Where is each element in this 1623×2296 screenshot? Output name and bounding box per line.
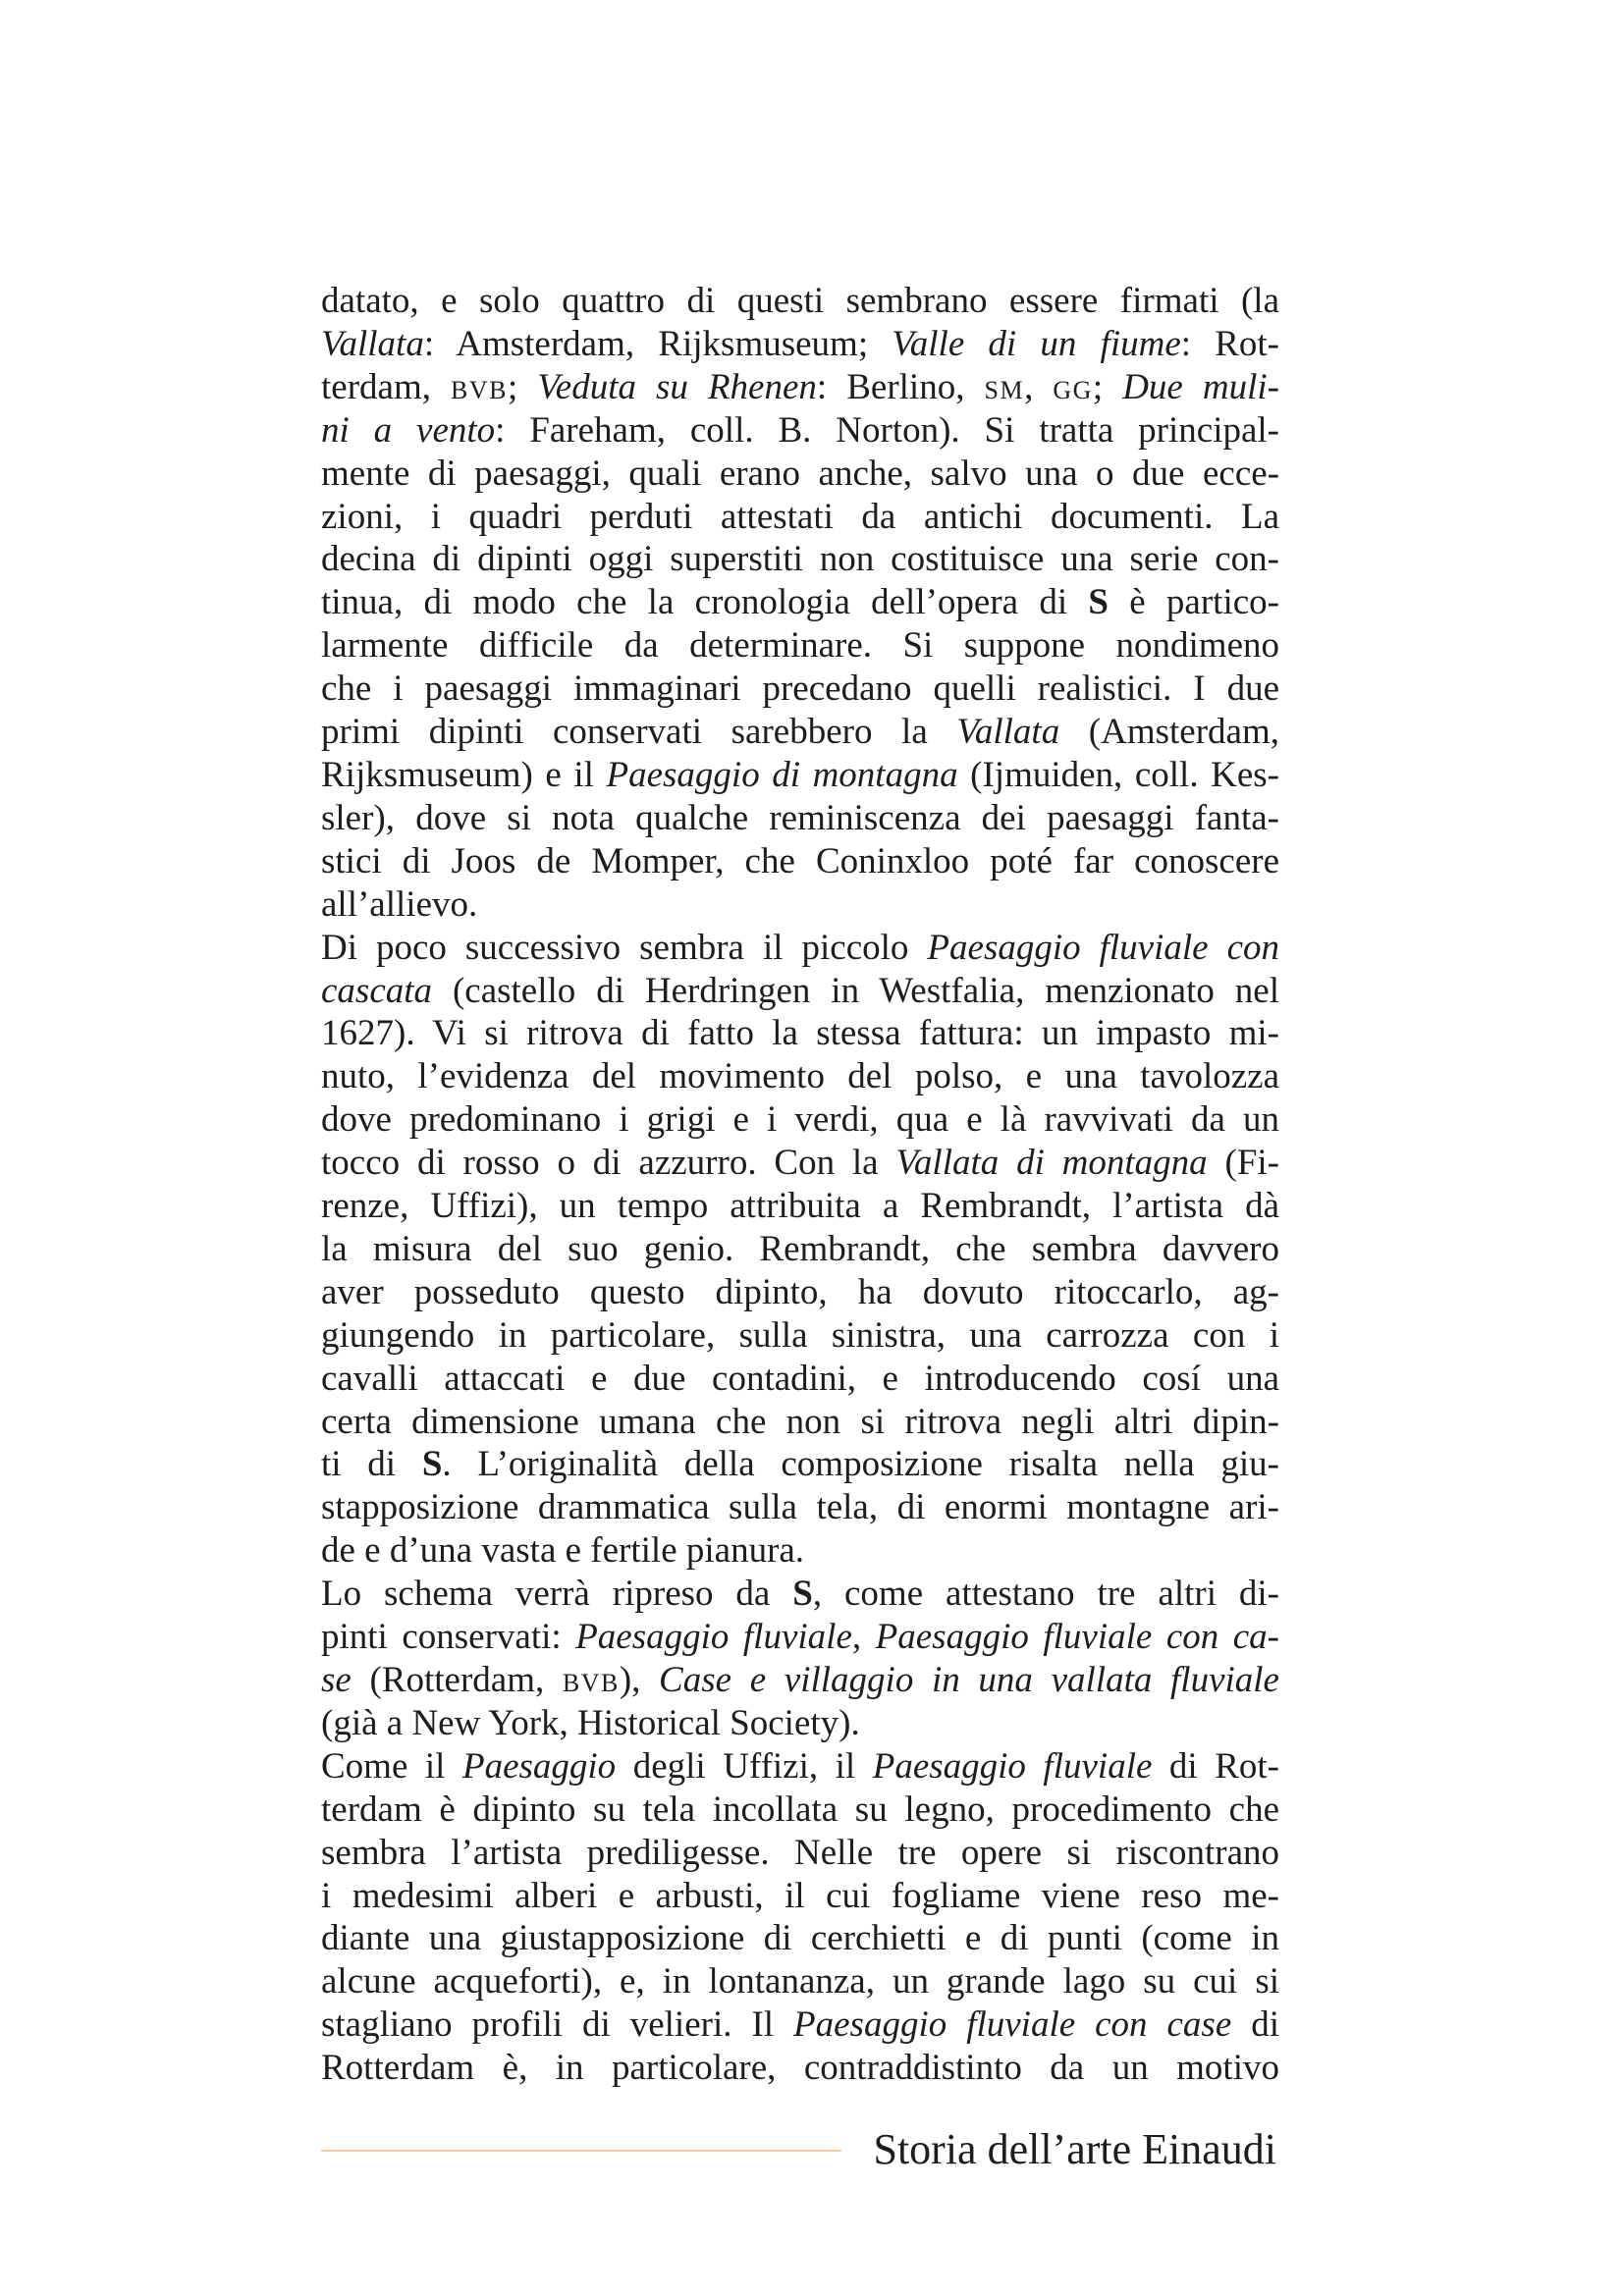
text-line [321, 1271, 1279, 1314]
small-caps-abbreviation: bvb [451, 366, 508, 407]
text-line [321, 409, 1279, 453]
text-line [321, 1055, 1279, 1098]
italic-title: Vallata di montagna [895, 1143, 1208, 1184]
text-run: ), [619, 1660, 660, 1700]
text-run: diante una giustapposizione di cerchietti e di punti (come in [321, 1918, 1279, 1959]
text-run: (Ijmuiden, coll. Kes- [957, 754, 1280, 795]
italic-title: Vallata [956, 712, 1060, 753]
text-run: Rijksmuseum) e il [321, 754, 607, 795]
text-line [321, 1702, 1279, 1745]
text-run: renze, Uffizi), un tempo attribuita a Rembrandt, l’artista dà [321, 1186, 1279, 1227]
text-run: primi dipinti conservati sarebbero la [321, 712, 957, 753]
small-caps-abbreviation: sm [984, 366, 1025, 407]
text-line [321, 366, 1279, 409]
text-run: Lo schema verrà ripreso da [321, 1574, 793, 1615]
text-run: stagliano profili di velieri. Il [321, 2004, 794, 2046]
italic-title: Paesaggio fluviale [872, 1745, 1153, 1787]
text-run: , come attestano tre altri di- [812, 1574, 1279, 1615]
text-run: aver posseduto questo dipinto, ha dovuto ritoccarlo, ag- [321, 1271, 1279, 1312]
text-run: Di poco successivo sembra il piccolo [321, 927, 928, 968]
text-line [321, 1486, 1279, 1529]
text-line [321, 1616, 1279, 1659]
text-run: , [851, 1617, 876, 1658]
text-run: ti di [321, 1444, 422, 1485]
text-line [321, 1185, 1279, 1228]
text-run: Rotterdam è, in particolare, contraddistinto da un motivo [321, 2048, 1279, 2089]
text-run: giungendo in particolare, sulla sinistra, una carrozza con i [321, 1314, 1279, 1356]
text-line [321, 1529, 1279, 1573]
text-run: terdam è dipinto su tela incollata su legno, procedimento che [321, 1789, 1279, 1830]
text-run: larmente difficile da determinare. Si suppone nondimeno [321, 625, 1279, 667]
text-line [321, 1401, 1279, 1444]
main-text [321, 280, 1279, 2090]
text-line [321, 711, 1279, 754]
text-line [321, 1789, 1279, 1832]
text-run: (già a New York, Historical Society). [321, 1702, 860, 1743]
text-run: : Amsterdam, Rijksmuseum; [423, 323, 893, 364]
text-run: : Fareham, coll. B. Norton). Si tratta principal- [495, 409, 1279, 451]
text-line [321, 1228, 1279, 1271]
italic-title: Paesaggio fluviale con [927, 927, 1279, 968]
text-run: all’allievo. [321, 883, 478, 925]
footer-rule [321, 2150, 841, 2152]
text-line [321, 1960, 1279, 2003]
text-run: (Rotterdam, [351, 1660, 563, 1700]
text-run: de e d’una vasta e fertile pianura. [321, 1530, 805, 1572]
text-line [321, 581, 1279, 624]
italic-title: Paesaggio fluviale con case [793, 2004, 1232, 2046]
text-line [321, 2047, 1279, 2090]
text-run: datato, e solo quattro di questi sembrano essere firmati (la [321, 281, 1279, 321]
italic-title: ni a vento [321, 409, 496, 451]
text-line [321, 1314, 1279, 1358]
text-line [321, 1917, 1279, 1960]
italic-title: Due muli- [1122, 366, 1279, 407]
text-run: tocco di rosso o di azzurro. Con la [321, 1143, 896, 1184]
text-line [321, 1012, 1279, 1055]
italic-title: Paesaggio fluviale [575, 1617, 852, 1658]
text-run: sler), dove si nota qualche reminiscenza dei paesaggi fanta- [321, 797, 1279, 838]
text-run: tinua, di modo che la cronologia dell’opera di [321, 582, 1089, 623]
text-run: degli Uffizi, il [616, 1745, 873, 1787]
text-line [321, 1098, 1279, 1142]
italic-title: Paesaggio fluviale con ca- [875, 1617, 1279, 1658]
italic-title: Veduta su Rhenen [537, 366, 817, 407]
text-line [321, 453, 1279, 496]
text-run: la misura del suo genio. Rembrandt, che sembra davvero [321, 1228, 1279, 1269]
text-line [321, 1832, 1279, 1875]
text-line [321, 797, 1279, 840]
text-line [321, 970, 1279, 1013]
text-line [321, 323, 1279, 366]
italic-title: Case e villaggio in una vallata fluviale [659, 1660, 1279, 1700]
text-run: stapposizione drammatica sulla tela, di enormi montagne ari- [321, 1487, 1279, 1528]
text-run: nuto, l’evidenza del movimento del polso, e una tavolozza [321, 1056, 1279, 1097]
text-run: : Berlino, [816, 366, 985, 407]
text-line [321, 280, 1279, 323]
italic-title: Vallata [321, 323, 424, 364]
footer-publisher-title: Storia dell’arte Einaudi [873, 2125, 1276, 2173]
italic-title: cascata [321, 970, 433, 1011]
bold-initial: S [1088, 582, 1109, 623]
text-run: mente di paesaggi, quali erano anche, salvo una o due ecce- [321, 453, 1279, 494]
text-run: pinti conservati: [321, 1617, 576, 1658]
text-line [321, 1573, 1279, 1616]
text-run: 1627). Vi si ritrova di fatto la stessa fattura: un impasto mi- [321, 1013, 1279, 1054]
text-line [321, 1358, 1279, 1401]
italic-title: se [321, 1660, 352, 1700]
italic-title: Paesaggio [461, 1745, 617, 1787]
text-line [321, 2003, 1279, 2047]
text-run: certa dimensione umana che non si ritrova negli altri dipin- [321, 1401, 1279, 1442]
text-run: di [1231, 2004, 1280, 2046]
text-run: . L’originalità della composizione risalta nella giu- [442, 1444, 1279, 1485]
text-line [321, 1142, 1279, 1185]
italic-title: Valle di un fiume [892, 323, 1181, 364]
text-line [321, 496, 1279, 539]
text-line [321, 927, 1279, 970]
text-run: : Rot- [1180, 323, 1279, 364]
text-line [321, 1659, 1279, 1702]
text-line [321, 1443, 1279, 1486]
text-run: terdam, [321, 366, 452, 407]
text-line [321, 754, 1279, 797]
text-line [321, 538, 1279, 581]
text-run: (Amsterdam, [1059, 712, 1280, 753]
small-caps-abbreviation: gg [1053, 366, 1093, 407]
text-run: Come il [321, 1745, 462, 1787]
text-line [321, 667, 1279, 711]
text-run: i medesimi alberi e arbusti, il cui fogliame viene reso me- [321, 1875, 1279, 1916]
text-run: dove predominano i grigi e i verdi, qua e là ravvivati da un [321, 1099, 1279, 1141]
text-run: zioni, i quadri perduti attestati da antichi documenti. La [321, 496, 1279, 537]
text-run: che i paesaggi immaginari precedano quelli realistici. I due [321, 668, 1279, 710]
bold-initial: S [421, 1444, 443, 1485]
text-run: cavalli attaccati e due contadini, e introducendo cosí una [321, 1358, 1279, 1399]
text-run: ; [1092, 366, 1123, 407]
text-run: sembra l’artista prediligesse. Nelle tre opere si riscontrano [321, 1832, 1279, 1873]
text-line [321, 624, 1279, 667]
text-run: (castello di Herdringen in Westfalia, menzionato nel [432, 970, 1279, 1011]
text-run: decina di dipinti oggi superstiti non costituisce una serie con- [321, 539, 1279, 580]
text-run: (Fi- [1207, 1143, 1280, 1184]
text-run: è partico- [1108, 582, 1279, 623]
text-run: ; [507, 366, 538, 407]
text-line [321, 883, 1279, 927]
italic-title: Paesaggio di montagna [606, 754, 958, 795]
text-line [321, 1875, 1279, 1918]
bold-initial: S [792, 1574, 813, 1615]
text-line [321, 840, 1279, 883]
text-run: di Rot- [1152, 1745, 1279, 1787]
text-run: , [1024, 366, 1054, 407]
text-line [321, 1745, 1279, 1789]
text-run: stici di Joos de Momper, che Coninxloo poté far conoscere [321, 840, 1279, 881]
text-run: alcune acqueforti), e, in lontananza, un grande lago su cui si [321, 1961, 1279, 2002]
small-caps-abbreviation: bvb [562, 1660, 620, 1700]
